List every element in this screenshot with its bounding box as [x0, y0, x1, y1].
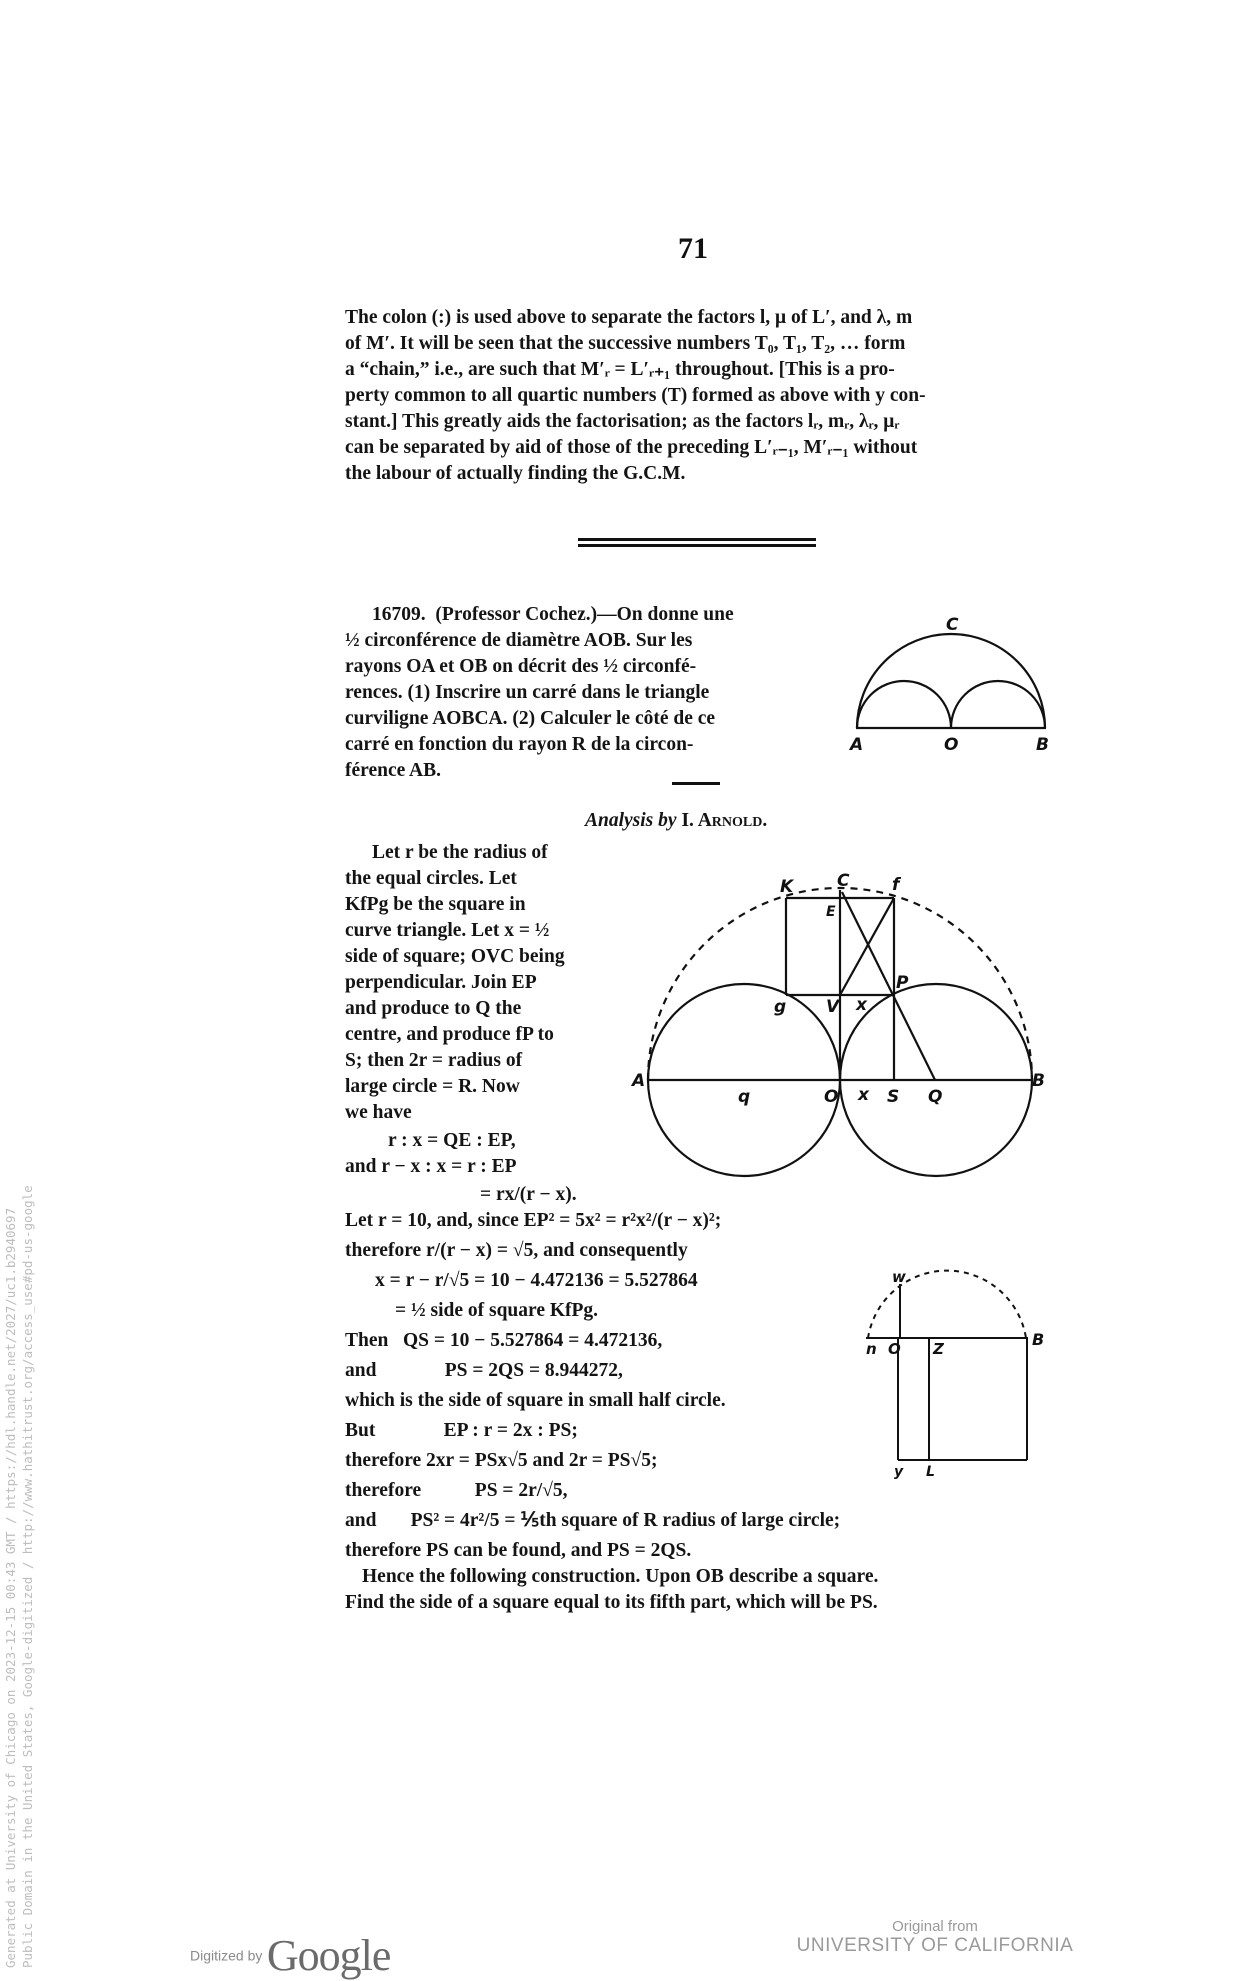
- analysis-line: therefore PS can be found, and PS = 2QS.: [345, 1540, 692, 1561]
- label-V: V: [826, 997, 840, 1017]
- label-O: O: [888, 1340, 901, 1358]
- analysis-line: But EP : r = 2x : PS;: [345, 1420, 578, 1441]
- label-B: B: [1032, 1071, 1045, 1091]
- intro-line: a “chain,” i.e., are such that M′ᵣ = L′ᵣ₊₁ throughout. [This is a pro-: [345, 359, 895, 380]
- side-line: perpendicular. Join EP: [345, 972, 537, 993]
- analysis-line: Find the side of a square equal to its fifth part, which will be PS.: [345, 1592, 878, 1613]
- separator-rule-top: [578, 538, 816, 541]
- label-B: B: [1036, 735, 1049, 755]
- problem-figure: [840, 590, 1060, 760]
- label-O: O: [824, 1087, 839, 1107]
- intro-line: of M′. It will be seen that the successive numbers T₀, T₁, T₂, … form: [345, 333, 906, 354]
- analysis-line: Hence the following construction. Upon OB describe a square.: [362, 1566, 879, 1587]
- intro-line: The colon (:) is used above to separate the factors l, μ of L′, and λ, m: [345, 307, 913, 328]
- problem-line: rences. (1) Inscrire un carré dans le triangle: [345, 682, 710, 703]
- analysis-line: and PS = 2QS = 8.944272,: [345, 1360, 623, 1381]
- construction-figure: [850, 1250, 1050, 1480]
- institution-name: UNIVERSITY OF CALIFORNIA: [796, 1935, 1074, 1956]
- problem-line: carré en fonction du rayon R de la circon-: [345, 734, 694, 755]
- intro-line: the labour of actually finding the G.C.M.: [345, 463, 686, 484]
- label-Q: Q: [928, 1087, 943, 1107]
- side-line: and r − x : x = r : EP: [345, 1156, 517, 1177]
- label-K: K: [780, 877, 794, 897]
- main-figure: [620, 850, 1060, 1210]
- separator-rule-bottom: [578, 544, 816, 547]
- left-small-semicircle: [857, 681, 951, 728]
- intro-line: perty common to all quartic numbers (T) formed as above with y con-: [345, 385, 926, 406]
- problem-line: 16709. (Professor Cochez.)—On donne une: [372, 604, 734, 625]
- analysis-line: and PS² = 4r²/5 = ⅕th square of R radius of large circle;: [345, 1510, 841, 1531]
- label-x-upper: x: [856, 995, 867, 1015]
- page-number: 71: [678, 232, 708, 265]
- side-line: S; then 2r = radius of: [345, 1050, 523, 1071]
- side-line: = rx/(r − x).: [480, 1184, 577, 1205]
- analysis-line: Then QS = 10 − 5.527864 = 4.472136,: [345, 1330, 663, 1351]
- side-line: r : x = QE : EP,: [388, 1130, 516, 1151]
- side-line: we have: [345, 1102, 412, 1123]
- analysis-line: which is the side of square in small half circle.: [345, 1390, 726, 1411]
- problem-line: férence AB.: [345, 760, 442, 781]
- label-B: B: [1032, 1330, 1045, 1349]
- label-C: C: [946, 615, 959, 635]
- side-line: centre, and produce fP to: [345, 1024, 554, 1045]
- side-line: side of square; OVC being: [345, 946, 565, 967]
- label-L: L: [926, 1464, 935, 1480]
- side-line: and produce to Q the: [345, 998, 522, 1019]
- label-A: A: [632, 1071, 646, 1091]
- label-Z: Z: [933, 1340, 944, 1358]
- label-n: n: [866, 1340, 877, 1358]
- label-A: A: [850, 735, 864, 755]
- analysis-line: = ½ side of square KfPg.: [395, 1300, 599, 1321]
- label-C: C: [837, 871, 850, 891]
- original-from: Original from UNIVERSITY OF CALIFORNIA: [770, 1918, 1100, 1957]
- label-w: w: [892, 1268, 906, 1286]
- side-line: curve triangle. Let x = ½: [345, 920, 550, 941]
- side-line: KfPg be the square in: [345, 894, 526, 915]
- label-f: f: [892, 875, 900, 895]
- right-small-semicircle: [951, 681, 1045, 728]
- side-line: the equal circles. Let: [345, 868, 517, 889]
- side-line: large circle = R. Now: [345, 1076, 520, 1097]
- problem-line: ½ circonférence de diamètre AOB. Sur les: [345, 630, 693, 651]
- problem-number: 16709.: [372, 604, 426, 625]
- analysis-line: therefore r/(r − x) = √5, and consequently: [345, 1240, 688, 1261]
- label-x-lower: x: [858, 1085, 869, 1105]
- problem-line: curviligne AOBCA. (2) Calculer le côté de ce: [345, 708, 716, 729]
- label-E: E: [826, 904, 836, 920]
- analysis-line: therefore 2xr = PSx√5 and 2r = PS√5;: [345, 1450, 658, 1471]
- label-q: q: [738, 1087, 751, 1107]
- analysis-line: Let r = 10, and, since EP² = 5x² = r²x²/(r − x)²;: [345, 1210, 722, 1231]
- digitized-by-google: Digitized by Google: [190, 1931, 391, 1980]
- label-S: S: [887, 1087, 900, 1107]
- analysis-line: therefore PS = 2r/√5,: [345, 1480, 568, 1501]
- problem-line: rayons OA et OB on décrit des ½ circonfé-: [345, 656, 697, 677]
- label-O: O: [944, 735, 959, 755]
- label-y: y: [894, 1464, 904, 1480]
- large-semicircle: [857, 634, 1045, 728]
- intro-line: can be separated by aid of those of the preceding L′ᵣ₋₁, M′ᵣ₋₁ without: [345, 437, 918, 458]
- intro-line: stant.] This greatly aids the factorisation; as the factors lᵣ, mᵣ, λᵣ, μᵣ: [345, 411, 900, 432]
- hathitrust-watermark: Generated at University of Chicago on 2023-12-15 00:43 GMT / https://hdl.handle.net/2027/uc1.b2940697 Public Domain in the United States, Google-digitized / http://www.hathitrust.org/access_use#pd-us-google: [3, 1185, 35, 1968]
- google-logo: Google: [266, 1931, 391, 1980]
- author-name: I. Arnold.: [681, 810, 768, 831]
- analysis-line: x = r − r/√5 = 10 − 4.472136 = 5.527864: [375, 1270, 698, 1291]
- analysis-byline: Analysis by I. Arnold.: [585, 810, 768, 831]
- short-rule: [672, 782, 720, 785]
- label-P: P: [896, 973, 909, 993]
- side-line: Let r be the radius of: [372, 842, 548, 863]
- label-g: g: [774, 997, 787, 1017]
